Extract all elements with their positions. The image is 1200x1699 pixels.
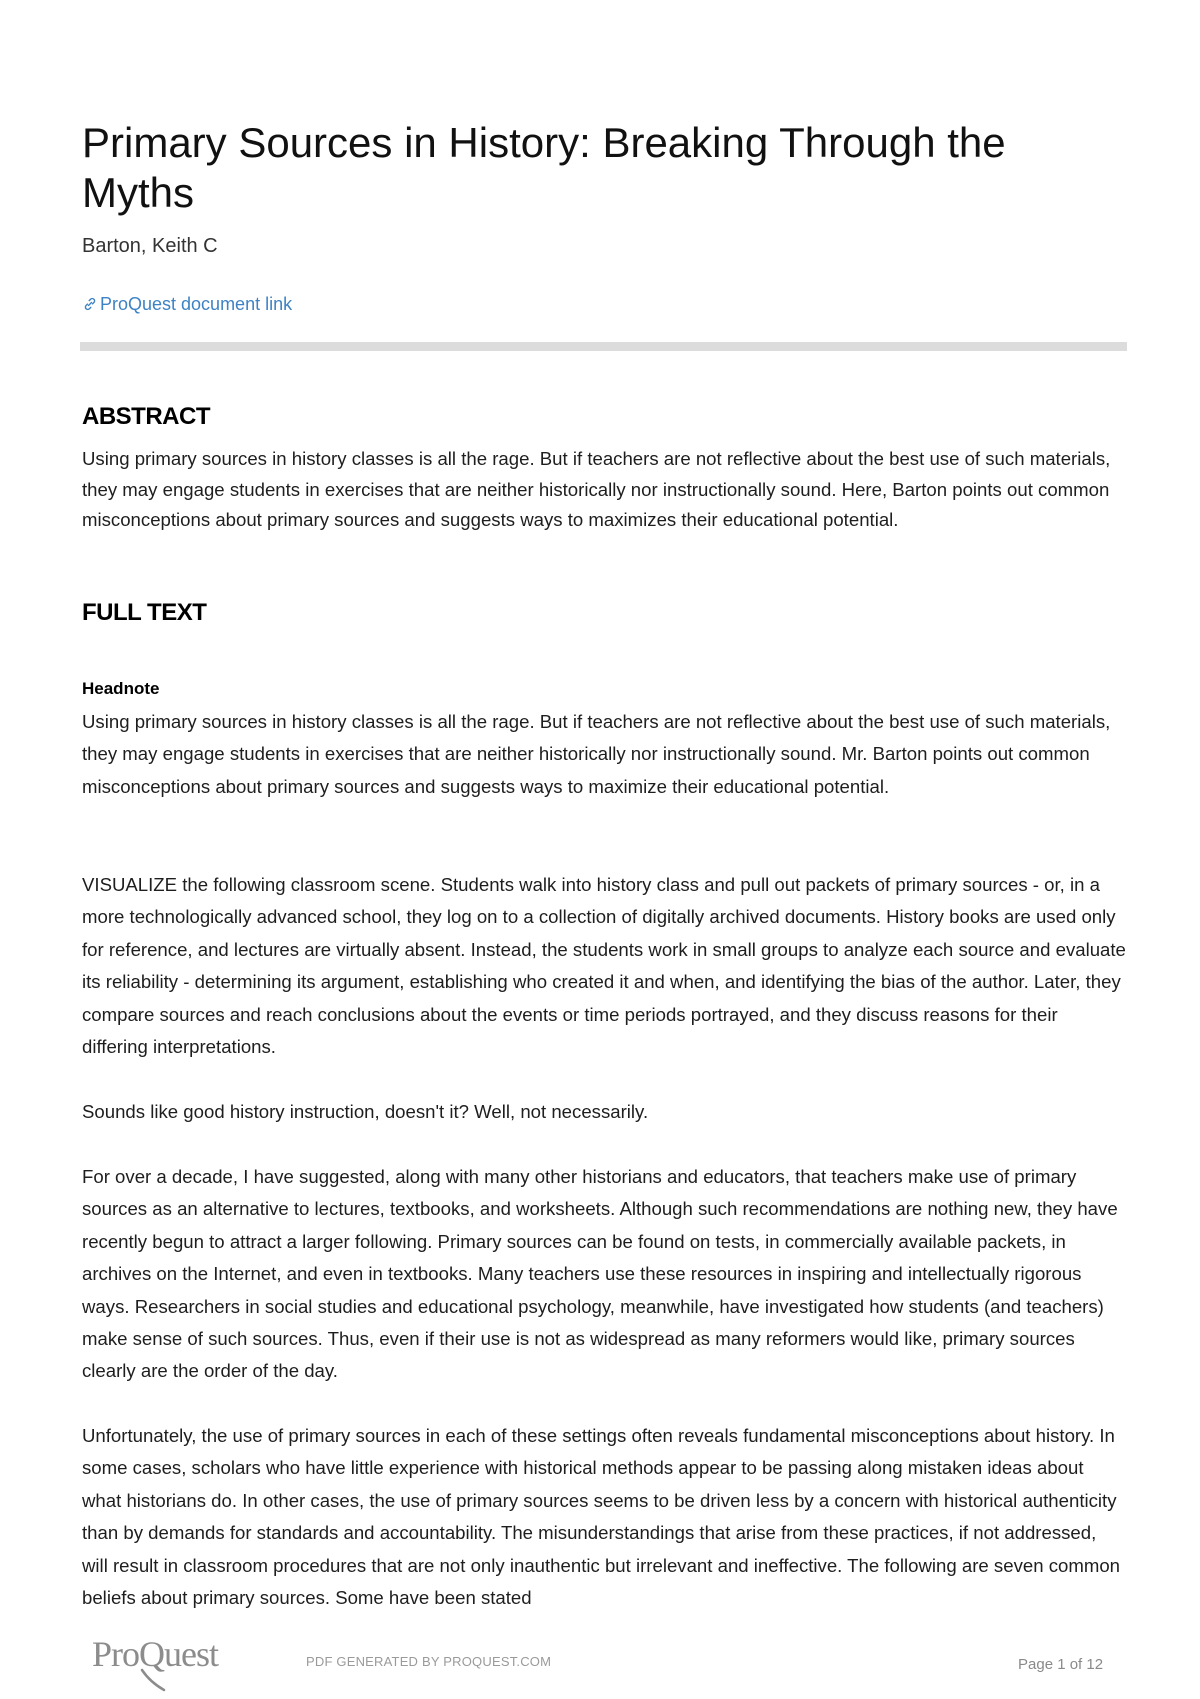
abstract-text: Using primary sources in history classes is all the rage. But if teachers are not reflective about the best use of such materials, they may engage students in exercises that are neither historically nor instructionally sound. Here, Barton points out common misconceptions about primary sources and suggests ways to maximizes their educational potential. bbox=[82, 448, 1111, 530]
link-label: ProQuest document link bbox=[100, 294, 293, 314]
abstract-heading: ABSTRACT bbox=[82, 403, 210, 430]
generated-by-notice: PDF GENERATED BY PROQUEST.COM bbox=[306, 1654, 552, 1669]
full-text-heading: FULL TEXT bbox=[82, 599, 207, 626]
body-paragraph: VISUALIZE the following classroom scene. Students walk into history class and pull out packets of primary sources - or, in a more technologically advanced school, they log on to a collection of digitally archived documents. History books are used only for reference, and lectures are virtually absent. Instead, the students work in small groups to analyze each source and evaluate its reliability - determining its argument, establishing who created it and when, and identifying the bias of the author. Later, they compare sources and reach conclusions about the events or time periods portrayed, and they discuss reasons for their differing interpretations. bbox=[82, 874, 1126, 1058]
proquest-logo bbox=[90, 1630, 250, 1699]
page-number: Page 1 of 12 bbox=[1018, 1656, 1104, 1673]
proquest-logo-text: ProQuest bbox=[92, 1634, 218, 1674]
body-paragraph: Using primary sources in history classes is all the rage. But if teachers are not reflective about the best use of such materials, they may engage students in exercises that are neither historically nor instructionally sound. Mr. Barton points out common misconceptions about primary sources and suggests ways to maximize their educational potential. bbox=[82, 711, 1111, 797]
link-icon bbox=[82, 296, 98, 312]
headnote-subheading: Headnote bbox=[82, 679, 160, 698]
header-divider bbox=[80, 342, 1127, 351]
body-paragraph: Sounds like good history instruction, doesn't it? Well, not necessarily. bbox=[82, 1101, 649, 1122]
document-title: Primary Sources in History: Breaking Through the Myths bbox=[82, 119, 1006, 216]
body-paragraph: Unfortunately, the use of primary sources in each of these settings often reveals fundamental misconceptions about history. In some cases, scholars who have little experience with historical methods appear to be passing along mistaken ideas about what historians do. In other cases, the use of primary sources seems to be driven less by a concern with historical authenticity than by demands for standards and accountability. The misunderstandings that arise from these practices, if not addressed, will result in classroom procedures that are not only inauthentic but irrelevant and ineffective. The following are seven common beliefs about primary sources. Some have been stated bbox=[82, 1425, 1121, 1609]
body-paragraph: For over a decade, I have suggested, along with many other historians and educators, that teachers make use of primary sources as an alternative to lectures, textbooks, and worksheets. Although such recommendations are nothing new, they have recently begun to attract a larger following. Primary sources can be found on tests, in commercially available packets, in archives on the Internet, and even in textbooks. Many teachers use these resources in inspiring and intellectually rigorous ways. Researchers in social studies and educational psychology, meanwhile, have investigated how students (and teachers) make sense of such sources. Thus, even if their use is not as widespread as many reformers would like, primary sources clearly are the order of the day. bbox=[82, 1166, 1118, 1382]
proquest-document-link[interactable] bbox=[82, 292, 292, 316]
author-name: Barton, Keith C bbox=[82, 235, 218, 257]
